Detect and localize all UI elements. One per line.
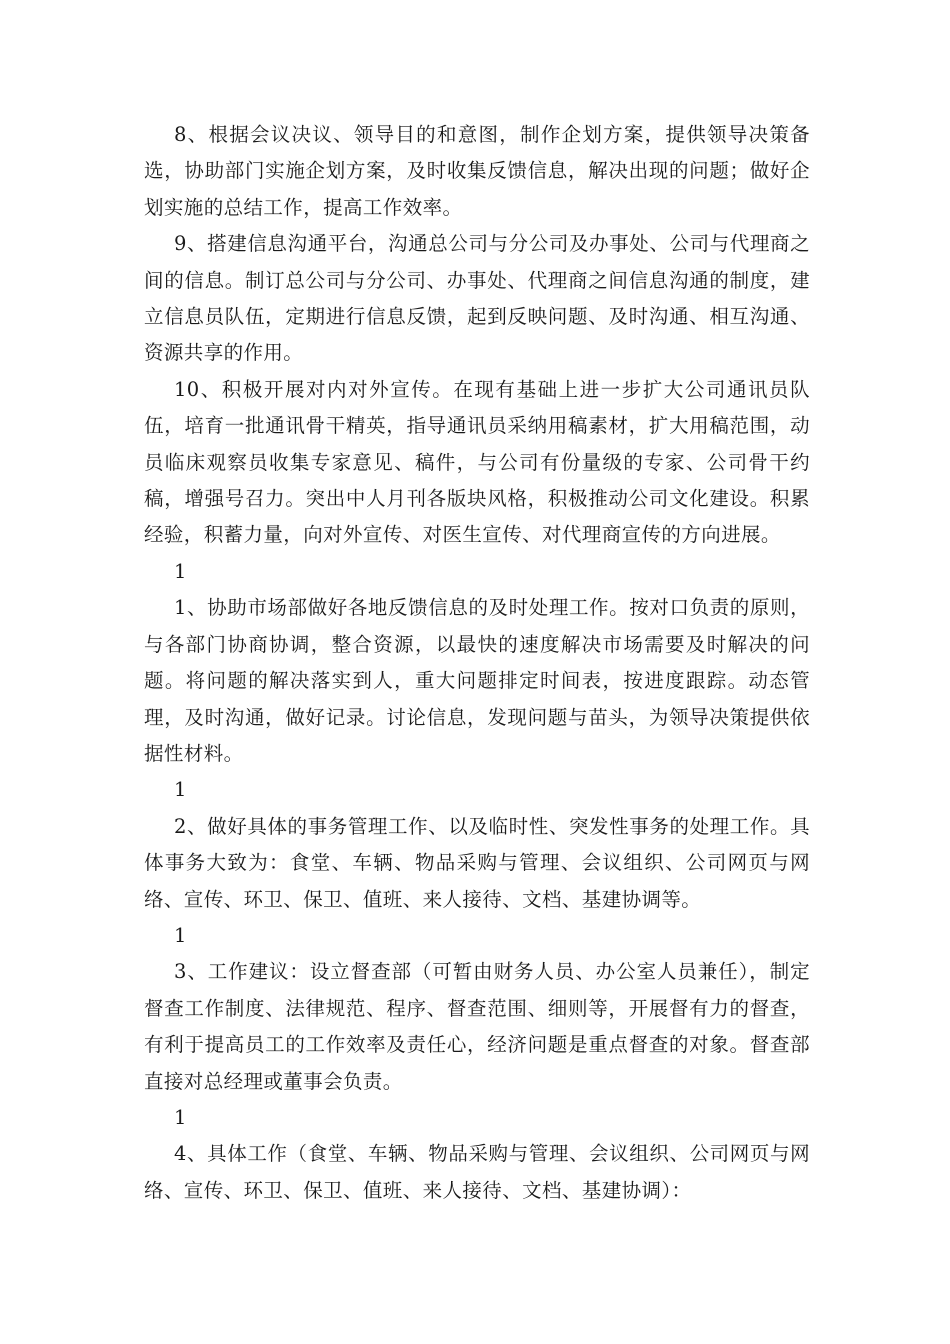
section-marker: 1 [174, 923, 187, 947]
document-body [144, 117, 810, 1209]
section-marker: 1 [174, 559, 187, 583]
paragraph-item-9: 9、搭建信息沟通平台，沟通总公司与分公司及办事处、公司与代理商之间的信息。制订总公司与分公司、办事处、代理商之间信息沟通的制度，建立信息员队伍，定期进行信息反馈，起到反映问题、及时沟通、相互沟通、资源共享的作用。 [144, 232, 810, 365]
section-marker: 1 [174, 778, 187, 802]
paragraph-item-4: 4、具体工作（食堂、车辆、物品采购与管理、会议组织、公司网页与网络、宣传、环卫、保卫、值班、来人接待、文档、基建协调）： [144, 1142, 810, 1202]
paragraph-item-2: 2、做好具体的事务管理工作、以及临时性、突发性事务的处理工作。具体事务大致为：食堂、车辆、物品采购与管理、会议组织、公司网页与网络、宣传、环卫、保卫、值班、来人接待、文档、基建协调等。 [144, 814, 810, 911]
paragraph-item-8: 8、根据会议决议、领导目的和意图，制作企划方案，提供领导决策备选，协助部门实施企划方案，及时收集反馈信息，解决出现的问题；做好企划实施的总结工作，提高工作效率。 [144, 123, 810, 219]
paragraph-item-3: 3、工作建议：设立督查部（可暂由财务人员、办公室人员兼任），制定督查工作制度、法律规范、程序、督查范围、细则等，开展督有力的督查，有利于提高员工的工作效率及责任心，经济问题是重点督查的对象。督查部直接对总经理或董事会负责。 [144, 960, 810, 1093]
paragraph-item-1: 1、协助市场部做好各地反馈信息的及时处理工作。按对口负责的原则，与各部门协商协调，整合资源，以最快的速度解决市场需要及时解决的问题。将问题的解决落实到人，重大问题排定时间表，按进度跟踪。动态管理，及时沟通，做好记录。讨论信息，发现问题与苗头，为领导决策提供依据性材料。 [144, 596, 810, 765]
section-marker: 1 [174, 1105, 187, 1129]
paragraph-item-10: 10、积极开展对内对外宣传。在现有基础上进一步扩大公司通讯员队伍，培育一批通讯骨干精英，指导通讯员采纳用稿素材，扩大用稿范围，动员临床观察员收集专家意见、稿件，与公司有份量级的专家、公司骨干约稿，增强号召力。突出中人月刊各版块风格，积极推动公司文化建设。积累经验，积蓄力量，向对外宣传、对医生宣传、对代理商宣传的方向进展。 [144, 377, 810, 547]
